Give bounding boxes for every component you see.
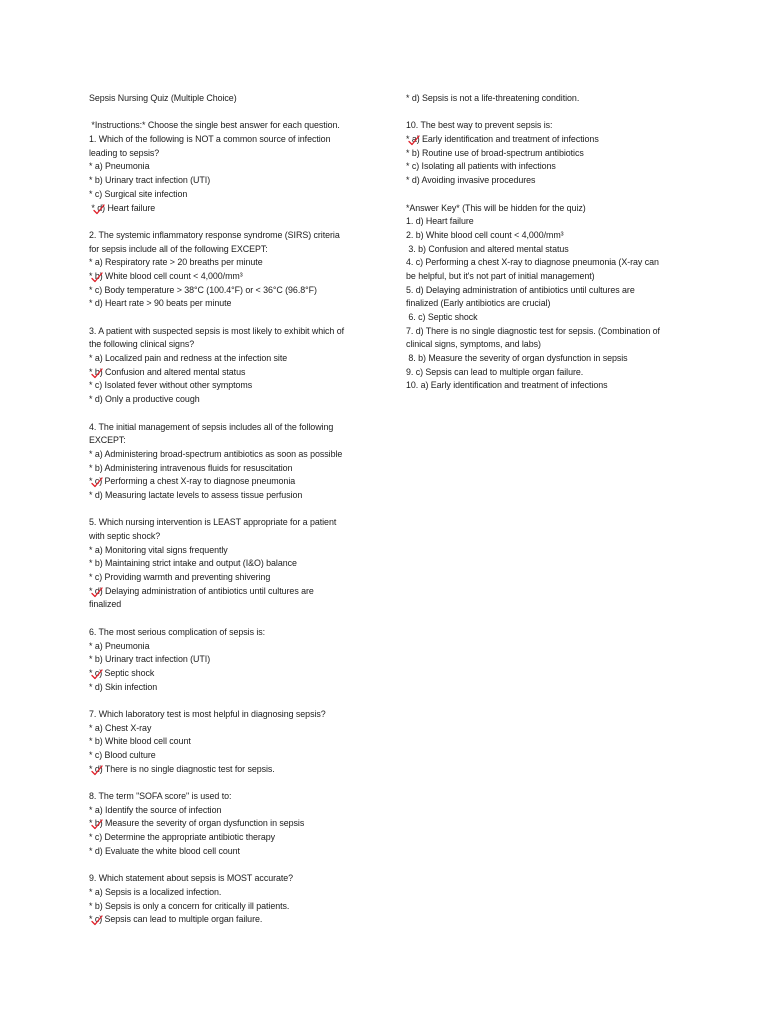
question-stem: 8. The term "SOFA score" is used to: — [89, 791, 232, 802]
answer-option: * a) Chest X-ray — [89, 722, 152, 733]
red-checkmark-icon — [90, 475, 104, 489]
spacer — [406, 188, 696, 202]
instructions-text: *Instructions:* Choose the single best answer for each question. — [89, 120, 340, 131]
question-stem: 9. Which statement about sepsis is MOST accurate? — [89, 873, 294, 884]
quiz-title: Sepsis Nursing Quiz (Multiple Choice) — [89, 93, 237, 103]
answer-option: * a) Localized pain and redness at the infection site — [89, 353, 288, 364]
answer-option: * d) Measuring lactate levels to assess tissue perfusion — [89, 489, 303, 500]
answer-option: * d) Evaluate the white blood cell count — [89, 845, 240, 856]
question-stem: the following clinical signs? — [89, 339, 195, 350]
answer-key-item: finalized (Early antibiotics are crucial) — [406, 298, 551, 309]
question-stem: 2. The systemic inflammatory response syndrome (SIRS) criteria — [89, 229, 340, 240]
answer-option: * a) Sepsis is a localized infection. — [89, 886, 222, 897]
spacer — [89, 776, 379, 790]
answer-option: * d) Heart failure — [89, 202, 379, 216]
red-checkmark-icon — [92, 202, 106, 216]
red-checkmark-icon — [90, 270, 104, 284]
answer-option: * b) White blood cell count — [89, 736, 191, 747]
spacer — [406, 106, 696, 120]
answer-key-item: 2. b) White blood cell count < 4,000/mm³ — [406, 229, 564, 240]
answer-option: * b) Urinary tract infection (UTI) — [89, 175, 211, 186]
answer-option: * d) Only a productive cough — [89, 394, 200, 405]
question-stem: 6. The most serious complication of sepsis is: — [89, 626, 266, 637]
spacer — [89, 215, 379, 229]
answer-key-item: 1. d) Heart failure — [406, 216, 474, 227]
answer-option: * c) Performing a chest X-ray to diagnose pneumonia — [89, 475, 379, 489]
answer-option: * d) Avoiding invasive procedures — [406, 175, 536, 186]
answer-key-item: 9. c) Sepsis can lead to multiple organ failure. — [406, 366, 584, 377]
answer-option: * d) Heart rate > 90 beats per minute — [89, 298, 232, 309]
red-checkmark-icon — [90, 585, 104, 599]
answer-option: * b) White blood cell count < 4,000/mm³ — [89, 270, 379, 284]
answer-option: * c) Sepsis can lead to multiple organ failure. — [89, 913, 379, 927]
right-column — [406, 92, 696, 393]
question-stem: EXCEPT: — [89, 435, 126, 446]
answer-option: * a) Pneumonia — [89, 161, 150, 172]
answer-option: * b) Urinary tract infection (UTI) — [89, 654, 211, 665]
answer-option: * a) Monitoring vital signs frequently — [89, 544, 228, 555]
red-checkmark-icon — [407, 133, 421, 147]
red-checkmark-icon — [90, 667, 104, 681]
answer-key-item: 3. b) Confusion and altered mental status — [406, 243, 569, 254]
question-stem: leading to sepsis? — [89, 147, 160, 158]
answer-option: * a) Early identification and treatment of infections — [406, 133, 696, 147]
answer-option: * c) Isolated fever without other symptoms — [89, 380, 253, 391]
answer-option: * c) Body temperature > 38°C (100.4°F) or < 36°C (96.8°F) — [89, 284, 317, 295]
answer-option: * d) Delaying administration of antibiotics until cultures are — [89, 585, 379, 599]
answer-key-item: 6. c) Septic shock — [406, 312, 478, 322]
question-stem: 10. The best way to prevent sepsis is: — [406, 120, 553, 131]
left-column — [89, 92, 379, 927]
answer-option: * a) Pneumonia — [89, 640, 150, 651]
question-stem: for sepsis include all of the following EXCEPT: — [89, 243, 268, 254]
answer-option: * c) Determine the appropriate antibiotic therapy — [89, 832, 275, 843]
spacer — [89, 694, 379, 708]
red-checkmark-icon — [90, 366, 104, 380]
answer-key-item: 10. a) Early identification and treatment of infections — [406, 380, 608, 391]
answer-key-item: 8. b) Measure the severity of organ dysfunction in sepsis — [406, 353, 628, 364]
spacer — [89, 311, 379, 325]
answer-option: * b) Routine use of broad-spectrum antibiotics — [406, 147, 584, 158]
answer-option: * a) Administering broad-spectrum antibiotics as soon as possible — [89, 448, 343, 459]
question-stem: 3. A patient with suspected sepsis is most likely to exhibit which of — [89, 325, 345, 336]
red-checkmark-icon — [90, 763, 104, 777]
spacer — [89, 407, 379, 421]
answer-key-item: 5. d) Delaying administration of antibiotics until cultures are — [406, 284, 635, 295]
answer-option: * c) Septic shock — [89, 667, 379, 681]
answer-key-item: clinical signs, symptoms, and labs) — [406, 339, 541, 350]
answer-option: * b) Maintaining strict intake and output (I&O) balance — [89, 558, 297, 569]
answer-option: * d) Skin infection — [89, 681, 158, 692]
answer-option: finalized — [89, 599, 122, 610]
answer-option: * d) Sepsis is not a life-threatening condition. — [406, 93, 580, 103]
answer-option: * c) Isolating all patients with infections — [406, 161, 556, 172]
question-stem: 4. The initial management of sepsis includes all of the following — [89, 421, 334, 432]
answer-option: * d) There is no single diagnostic test for sepsis. — [89, 763, 379, 777]
spacer — [89, 503, 379, 517]
question-stem: 7. Which laboratory test is most helpful in diagnosing sepsis? — [89, 708, 326, 719]
answer-key-heading: *Answer Key* (This will be hidden for the quiz) — [406, 202, 586, 213]
red-checkmark-icon — [90, 817, 104, 831]
answer-key-item: 4. c) Performing a chest X-ray to diagnose pneumonia (X-ray can — [406, 257, 659, 268]
answer-option: * c) Providing warmth and preventing shivering — [89, 572, 271, 583]
spacer — [89, 106, 379, 120]
spacer — [89, 612, 379, 626]
question-stem: 1. Which of the following is NOT a common source of infection — [89, 134, 331, 145]
answer-key-item: 7. d) There is no single diagnostic test for sepsis. (Combination of — [406, 325, 660, 336]
answer-option: * b) Confusion and altered mental status — [89, 366, 379, 380]
answer-key-item: be helpful, but it's not part of initial management) — [406, 270, 595, 281]
answer-option: * a) Respiratory rate > 20 breaths per minute — [89, 257, 263, 268]
question-stem: with septic shock? — [89, 531, 161, 541]
answer-option: * b) Measure the severity of organ dysfunction in sepsis — [89, 817, 379, 831]
spacer — [89, 859, 379, 873]
answer-option: * b) Administering intravenous fluids for resuscitation — [89, 462, 293, 473]
answer-option: * b) Sepsis is only a concern for critically ill patients. — [89, 900, 290, 911]
question-stem: 5. Which nursing intervention is LEAST appropriate for a patient — [89, 517, 337, 528]
red-checkmark-icon — [90, 913, 104, 927]
answer-option: * c) Surgical site infection — [89, 188, 188, 199]
answer-option: * c) Blood culture — [89, 750, 156, 760]
answer-option: * a) Identify the source of infection — [89, 804, 222, 815]
